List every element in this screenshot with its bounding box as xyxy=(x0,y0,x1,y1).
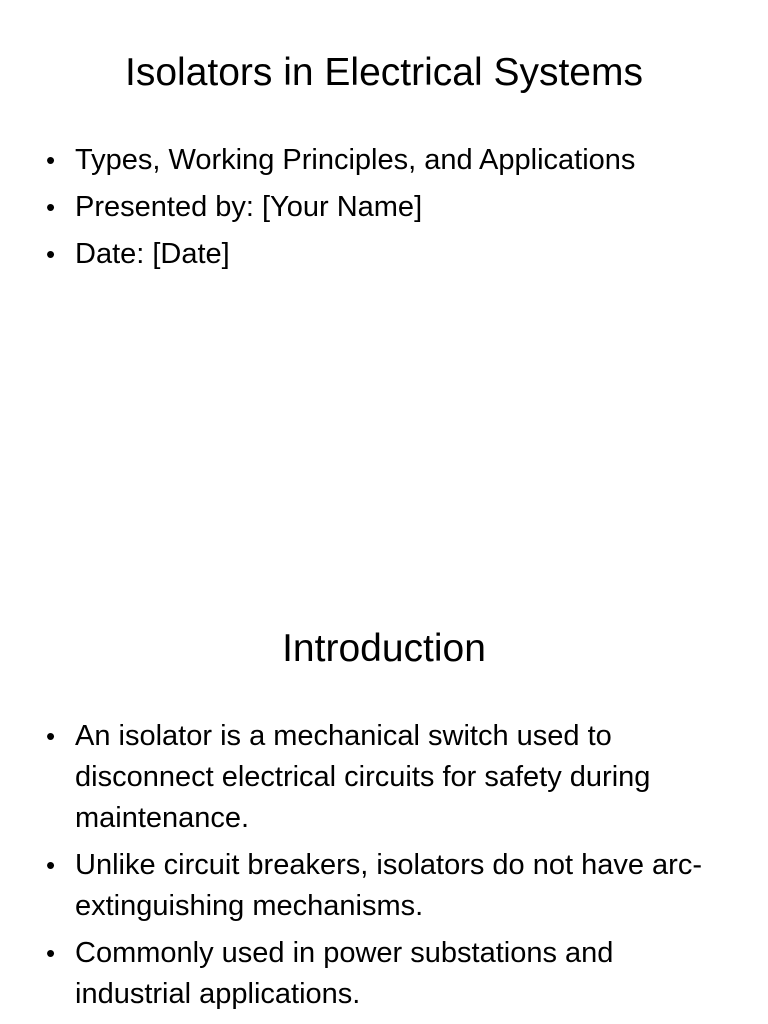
bullet-text: Presented by: [Your Name] xyxy=(75,191,423,223)
bullet-item xyxy=(44,845,724,927)
bullet-list xyxy=(44,716,724,1021)
bullet-icon: • xyxy=(46,192,56,222)
bullet-text: Unlike circuit breakers, isolators do not have arc-extinguishing mechanisms. xyxy=(75,849,702,922)
bullet-item xyxy=(44,140,724,181)
bullet-item xyxy=(44,234,724,275)
bullet-item xyxy=(44,187,724,228)
bullet-icon: • xyxy=(46,850,56,880)
bullet-text: An isolator is a mechanical switch used to disconnect electrical circuits for safety during maintenance. xyxy=(75,720,651,834)
bullet-text: Commonly used in power substations and industrial applications. xyxy=(75,937,614,1010)
bullet-text: Date: [Date] xyxy=(75,238,230,270)
slide-title: Introduction xyxy=(282,627,486,670)
slide-introduction xyxy=(0,576,768,1024)
bullet-icon: • xyxy=(46,938,56,968)
bullet-item xyxy=(44,933,724,1015)
bullet-icon: • xyxy=(46,145,56,175)
bullet-list xyxy=(44,140,724,281)
bullet-icon: • xyxy=(46,721,56,751)
bullet-icon: • xyxy=(46,239,56,269)
slide-title: Isolators in Electrical Systems xyxy=(125,51,643,94)
bullet-text: Types, Working Principles, and Applications xyxy=(75,144,636,176)
bullet-item xyxy=(44,716,724,839)
